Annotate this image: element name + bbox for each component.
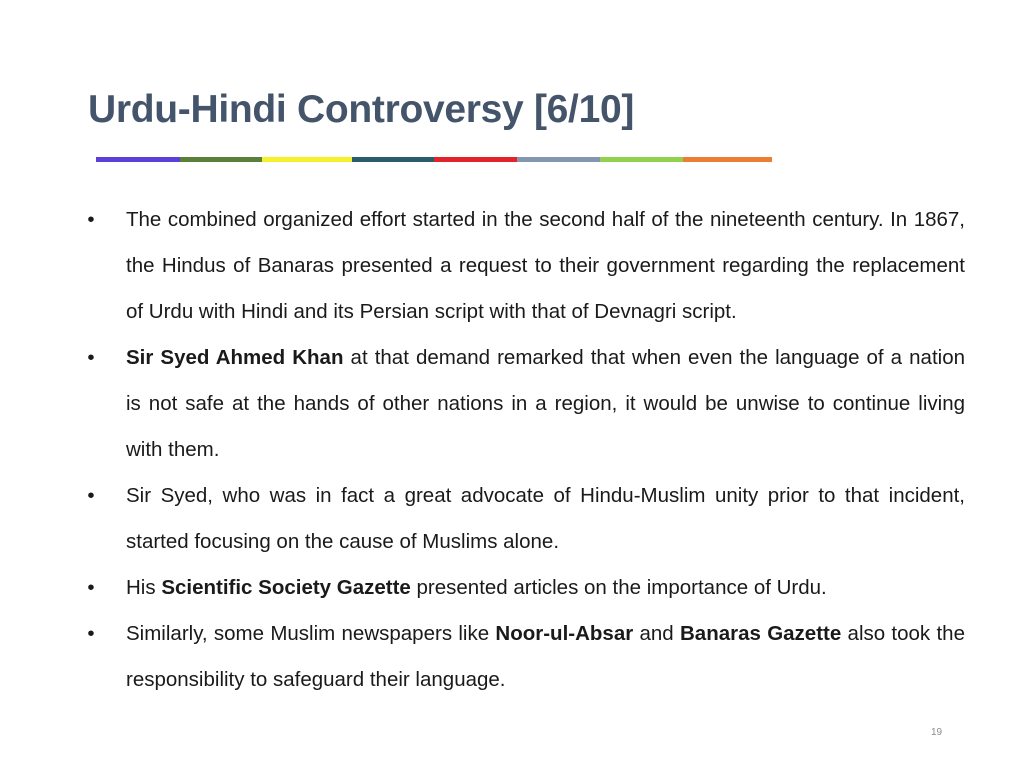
bullet-text: presented articles on the importance of Urdu.: [410, 576, 827, 599]
bullet-item: [84, 473, 965, 565]
color-bar-segment: [517, 157, 600, 162]
bullet-item: [84, 565, 965, 611]
title-color-bar: [96, 157, 772, 162]
color-bar-segment: [683, 157, 772, 162]
bullet-text: and: [633, 622, 680, 645]
bullet-text: at that demand remarked that when even the language of a nation is not safe at the hands of other nations in a region, it would be unwise to continue living with them.: [126, 346, 965, 461]
bullet-dot: •: [87, 484, 95, 507]
bullet-text: Sir Syed, who was in fact a great advocate of Hindu-Muslim unity prior to that incident, started focusing on the cause of Muslims alone.: [126, 484, 965, 553]
bullet-bold-text: Sir Syed Ahmed Khan: [126, 346, 344, 369]
bullet-bold-text: Scientific Society Gazette: [161, 576, 411, 599]
bullet-item: [84, 197, 965, 335]
color-bar-segment: [262, 157, 352, 162]
bullet-bold-text: Noor-ul-Absar: [495, 622, 634, 645]
page-number: 19: [931, 727, 943, 738]
bullet-bold-text: Banaras Gazette: [680, 622, 842, 645]
color-bar-segment: [352, 157, 434, 162]
slide-title: Urdu-Hindi Controversy [6/10]: [88, 88, 635, 131]
bullet-text: His: [126, 576, 162, 599]
bullet-text: The combined organized effort started in the second half of the nineteenth century. In 1867, the Hindus of Banaras presented a request to their government regarding the replacement of Urdu with Hindi and its Persian script with that of Devnagri script.: [126, 208, 965, 323]
color-bar-segment: [600, 157, 683, 162]
color-bar-segment: [96, 157, 180, 162]
color-bar-segment: [434, 157, 517, 162]
bullet-text: also took the responsibility to safeguard their language.: [126, 622, 965, 691]
bullet-dot: •: [87, 208, 95, 231]
bullet-dot: •: [87, 622, 95, 645]
bullet-item: [84, 611, 965, 703]
bullet-item: [84, 335, 965, 473]
color-bar-segment: [180, 157, 262, 162]
bullet-list: [84, 197, 965, 703]
bullet-dot: •: [87, 576, 95, 599]
bullet-dot: •: [87, 346, 95, 369]
bullet-text: Similarly, some Muslim newspapers like: [126, 622, 496, 645]
